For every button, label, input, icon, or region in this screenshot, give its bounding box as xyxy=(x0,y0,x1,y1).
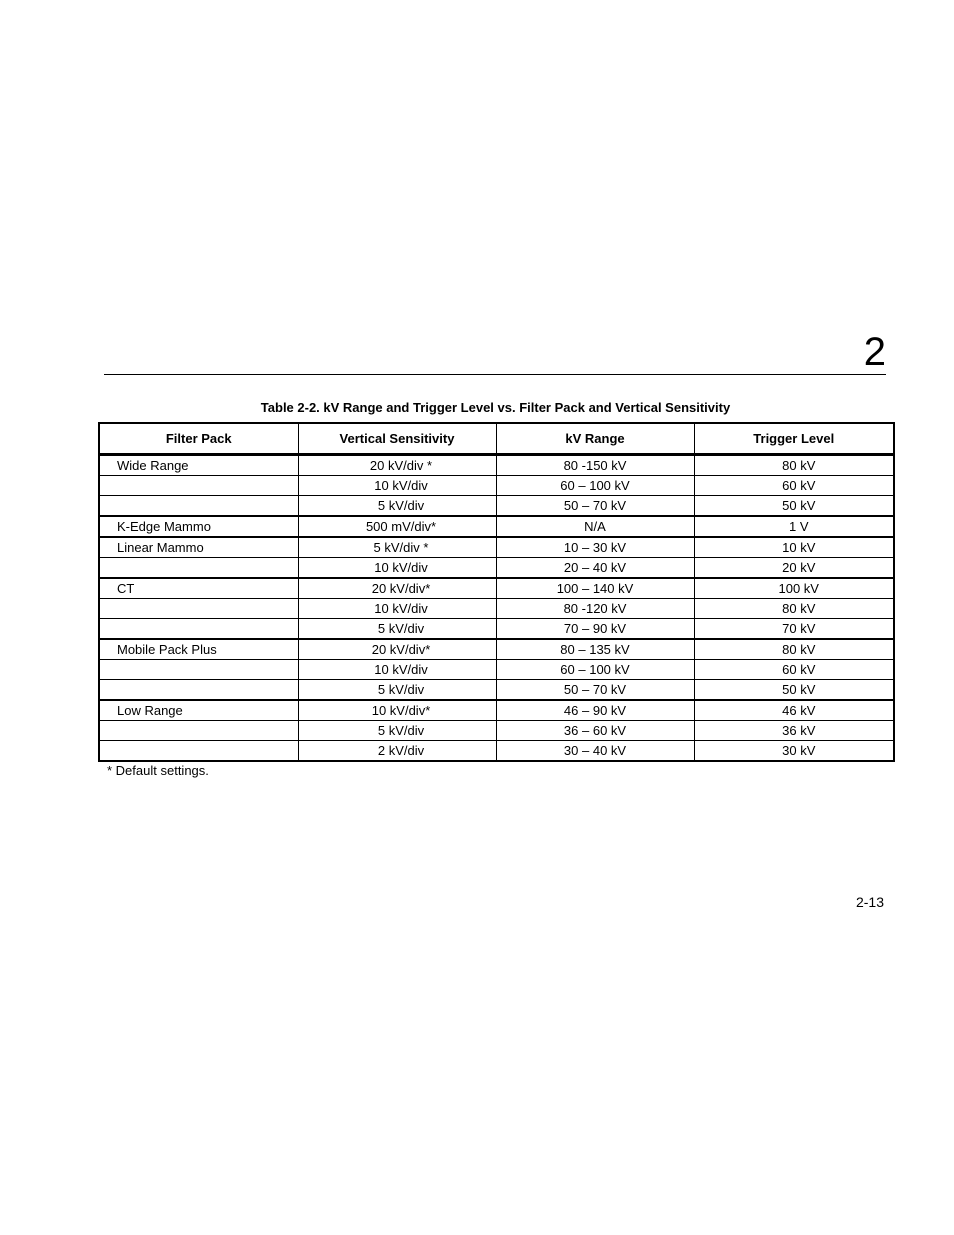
cell-filter-pack: Mobile Pack Plus xyxy=(99,639,298,660)
cell-kv-range: N/A xyxy=(496,516,694,537)
cell-filter-pack: CT xyxy=(99,578,298,599)
cell-trigger-level: 60 kV xyxy=(694,476,894,496)
table-row xyxy=(99,741,894,762)
table-body xyxy=(99,455,894,762)
cell-trigger-level: 100 kV xyxy=(694,578,894,599)
cell-trigger-level: 50 kV xyxy=(694,496,894,517)
cell-kv-range: 36 – 60 kV xyxy=(496,721,694,741)
cell-vertical-sensitivity: 5 kV/div xyxy=(298,721,496,741)
cell-filter-pack xyxy=(99,599,298,619)
cell-kv-range: 50 – 70 kV xyxy=(496,680,694,701)
cell-trigger-level: 80 kV xyxy=(694,639,894,660)
table-row xyxy=(99,578,894,599)
cell-kv-range: 50 – 70 kV xyxy=(496,496,694,517)
cell-kv-range: 80 -120 kV xyxy=(496,599,694,619)
table-row xyxy=(99,700,894,721)
cell-trigger-level: 30 kV xyxy=(694,741,894,762)
table-row xyxy=(99,496,894,517)
cell-kv-range: 20 – 40 kV xyxy=(496,558,694,579)
cell-kv-range: 30 – 40 kV xyxy=(496,741,694,762)
header-filter-pack: Filter Pack xyxy=(99,423,298,455)
table-caption: Table 2-2. kV Range and Trigger Level vs. Filter Pack and Vertical Sensitivity xyxy=(260,400,731,415)
cell-trigger-level: 60 kV xyxy=(694,660,894,680)
kv-range-table xyxy=(98,422,895,762)
chapter-rule xyxy=(104,374,886,375)
cell-filter-pack xyxy=(99,660,298,680)
cell-trigger-level: 20 kV xyxy=(694,558,894,579)
cell-trigger-level: 70 kV xyxy=(694,619,894,640)
table-row xyxy=(99,476,894,496)
cell-trigger-level: 36 kV xyxy=(694,721,894,741)
cell-vertical-sensitivity: 5 kV/div * xyxy=(298,537,496,558)
header-kv-range: kV Range xyxy=(496,423,694,455)
cell-trigger-level: 46 kV xyxy=(694,700,894,721)
cell-kv-range: 100 – 140 kV xyxy=(496,578,694,599)
cell-trigger-level: 1 V xyxy=(694,516,894,537)
cell-filter-pack: Wide Range xyxy=(99,455,298,476)
cell-trigger-level: 80 kV xyxy=(694,599,894,619)
page-number: 2-13 xyxy=(855,894,884,910)
cell-vertical-sensitivity: 10 kV/div xyxy=(298,476,496,496)
cell-vertical-sensitivity: 2 kV/div xyxy=(298,741,496,762)
cell-vertical-sensitivity: 20 kV/div * xyxy=(298,455,496,476)
cell-kv-range: 70 – 90 kV xyxy=(496,619,694,640)
cell-filter-pack: K-Edge Mammo xyxy=(99,516,298,537)
header-trigger-level: Trigger Level xyxy=(694,423,894,455)
cell-kv-range: 60 – 100 kV xyxy=(496,476,694,496)
cell-vertical-sensitivity: 10 kV/div xyxy=(298,599,496,619)
table-header-row xyxy=(99,423,894,455)
cell-vertical-sensitivity: 10 kV/div* xyxy=(298,700,496,721)
cell-filter-pack xyxy=(99,496,298,517)
cell-vertical-sensitivity: 5 kV/div xyxy=(298,496,496,517)
cell-vertical-sensitivity: 10 kV/div xyxy=(298,660,496,680)
table-row xyxy=(99,619,894,640)
cell-filter-pack xyxy=(99,680,298,701)
cell-filter-pack xyxy=(99,721,298,741)
cell-filter-pack xyxy=(99,476,298,496)
table-row xyxy=(99,721,894,741)
cell-filter-pack xyxy=(99,741,298,762)
table-row xyxy=(99,558,894,579)
cell-kv-range: 60 – 100 kV xyxy=(496,660,694,680)
cell-vertical-sensitivity: 500 mV/div* xyxy=(298,516,496,537)
cell-vertical-sensitivity: 5 kV/div xyxy=(298,619,496,640)
cell-kv-range: 80 – 135 kV xyxy=(496,639,694,660)
table-row xyxy=(99,680,894,701)
table-row xyxy=(99,537,894,558)
cell-filter-pack: Linear Mammo xyxy=(99,537,298,558)
table-row xyxy=(99,660,894,680)
cell-vertical-sensitivity: 20 kV/div* xyxy=(298,578,496,599)
table-row xyxy=(99,599,894,619)
cell-kv-range: 46 – 90 kV xyxy=(496,700,694,721)
cell-vertical-sensitivity: 5 kV/div xyxy=(298,680,496,701)
cell-vertical-sensitivity: 10 kV/div xyxy=(298,558,496,579)
cell-vertical-sensitivity: 20 kV/div* xyxy=(298,639,496,660)
header-vertical-sensitivity: Vertical Sensitivity xyxy=(298,423,496,455)
cell-kv-range: 80 -150 kV xyxy=(496,455,694,476)
cell-kv-range: 10 – 30 kV xyxy=(496,537,694,558)
cell-trigger-level: 50 kV xyxy=(694,680,894,701)
chapter-number: 2 xyxy=(863,330,886,374)
cell-filter-pack xyxy=(99,558,298,579)
cell-filter-pack xyxy=(99,619,298,640)
cell-trigger-level: 80 kV xyxy=(694,455,894,476)
table-footnote: * Default settings. xyxy=(107,763,209,778)
table-row xyxy=(99,516,894,537)
table-row xyxy=(99,455,894,476)
cell-trigger-level: 10 kV xyxy=(694,537,894,558)
table-row xyxy=(99,639,894,660)
cell-filter-pack: Low Range xyxy=(99,700,298,721)
